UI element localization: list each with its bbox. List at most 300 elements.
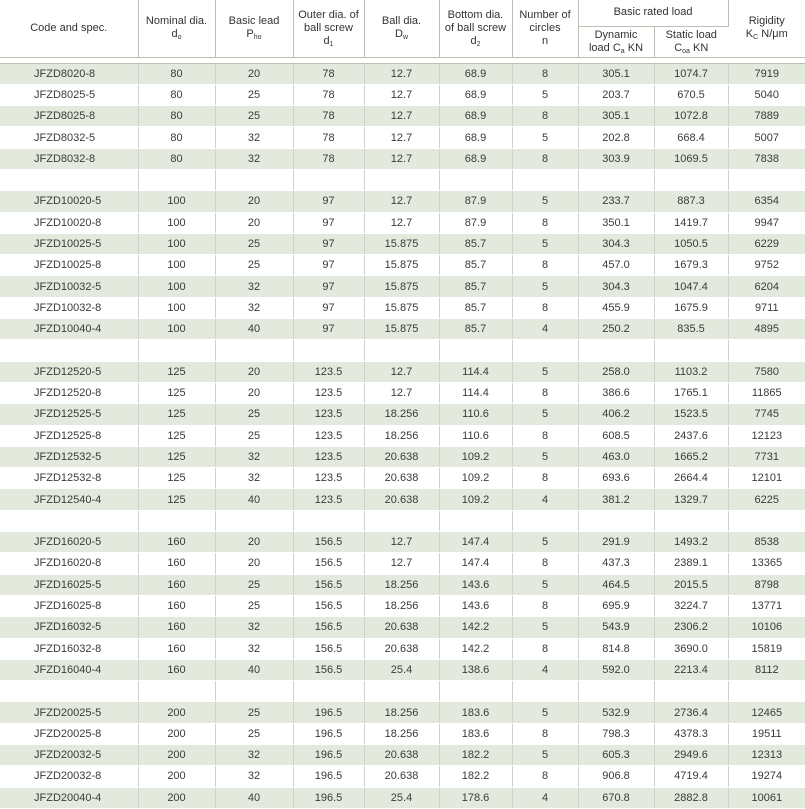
cell-rigidity: 6354	[728, 191, 805, 212]
cell-rigidity: 12465	[728, 702, 805, 723]
cell-code	[0, 340, 138, 361]
cell-nominal-dia: 100	[138, 276, 215, 297]
cell-code: JFZD16032-8	[0, 638, 138, 659]
cell-dynamic-load: 304.3	[578, 276, 654, 297]
cell-outer-dia: 78	[293, 84, 364, 105]
cell-basic-lead: 25	[215, 574, 293, 595]
cell-bottom-dia: 68.9	[439, 127, 512, 148]
cell-ball-dia: 20.638	[364, 638, 439, 659]
cell-dynamic-load: 463.0	[578, 446, 654, 467]
cell-dynamic-load	[578, 340, 654, 361]
cell-code: JFZD20032-5	[0, 745, 138, 766]
cell-circles	[512, 169, 578, 190]
cell-static-load: 2664.4	[654, 468, 728, 489]
header-ball-dia: Ball dia. $D_w$	[364, 0, 439, 57]
cell-code: JFZD12532-8	[0, 468, 138, 489]
table-row	[0, 446, 805, 467]
cell-static-load: 3690.0	[654, 638, 728, 659]
cell-rigidity: 7838	[728, 148, 805, 169]
cell-bottom-dia: 142.2	[439, 617, 512, 638]
cell-static-load: 835.5	[654, 319, 728, 340]
cell-rigidity: 13365	[728, 553, 805, 574]
cell-ball-dia: 18.256	[364, 723, 439, 744]
cell-basic-lead: 32	[215, 638, 293, 659]
cell-rigidity: 7731	[728, 446, 805, 467]
cell-ball-dia: 12.7	[364, 553, 439, 574]
cell-outer-dia	[293, 681, 364, 702]
table-row	[0, 276, 805, 297]
cell-nominal-dia: 125	[138, 361, 215, 382]
table-row	[0, 659, 805, 680]
cell-bottom-dia: 183.6	[439, 702, 512, 723]
cell-dynamic-load: 543.9	[578, 617, 654, 638]
cell-circles: 5	[512, 84, 578, 105]
cell-static-load: 2437.6	[654, 425, 728, 446]
cell-basic-lead: 25	[215, 723, 293, 744]
cell-nominal-dia: 80	[138, 106, 215, 127]
cell-rigidity: 9947	[728, 212, 805, 233]
cell-dynamic-load: 202.8	[578, 127, 654, 148]
cell-bottom-dia: 110.6	[439, 425, 512, 446]
cell-static-load: 1493.2	[654, 532, 728, 553]
cell-nominal-dia: 160	[138, 659, 215, 680]
cell-nominal-dia: 200	[138, 702, 215, 723]
cell-bottom-dia: 147.4	[439, 532, 512, 553]
cell-outer-dia: 123.5	[293, 382, 364, 403]
cell-outer-dia: 156.5	[293, 553, 364, 574]
header-rigidity: Rigidity $K_C$ N/μm	[728, 0, 805, 57]
cell-nominal-dia: 200	[138, 745, 215, 766]
cell-basic-lead: 20	[215, 553, 293, 574]
cell-nominal-dia: 160	[138, 532, 215, 553]
cell-nominal-dia: 100	[138, 255, 215, 276]
cell-rigidity: 5040	[728, 84, 805, 105]
cell-static-load: 2213.4	[654, 659, 728, 680]
cell-outer-dia: 78	[293, 148, 364, 169]
cell-bottom-dia: 114.4	[439, 361, 512, 382]
cell-outer-dia: 196.5	[293, 702, 364, 723]
cell-nominal-dia: 125	[138, 446, 215, 467]
cell-outer-dia: 78	[293, 127, 364, 148]
cell-circles: 8	[512, 553, 578, 574]
cell-outer-dia: 78	[293, 106, 364, 127]
cell-nominal-dia: 200	[138, 766, 215, 787]
cell-ball-dia: 12.7	[364, 191, 439, 212]
cell-bottom-dia: 143.6	[439, 574, 512, 595]
cell-bottom-dia: 87.9	[439, 191, 512, 212]
cell-basic-lead: 32	[215, 276, 293, 297]
cell-code: JFZD8020-8	[0, 63, 138, 84]
cell-circles: 5	[512, 127, 578, 148]
table-row	[0, 212, 805, 233]
cell-rigidity: 7889	[728, 106, 805, 127]
cell-outer-dia: 123.5	[293, 468, 364, 489]
cell-rigidity: 4895	[728, 319, 805, 340]
cell-static-load: 2882.8	[654, 787, 728, 808]
cell-static-load: 668.4	[654, 127, 728, 148]
cell-circles	[512, 681, 578, 702]
cell-code: JFZD12520-8	[0, 382, 138, 403]
cell-static-load: 1047.4	[654, 276, 728, 297]
cell-rigidity: 7580	[728, 361, 805, 382]
cell-basic-lead: 20	[215, 212, 293, 233]
cell-code	[0, 510, 138, 531]
cell-code: JFZD10032-5	[0, 276, 138, 297]
cell-rigidity: 7745	[728, 404, 805, 425]
cell-nominal-dia: 100	[138, 191, 215, 212]
cell-outer-dia: 123.5	[293, 404, 364, 425]
table-row	[0, 617, 805, 638]
cell-outer-dia: 97	[293, 319, 364, 340]
cell-rigidity: 9752	[728, 255, 805, 276]
cell-circles: 5	[512, 446, 578, 467]
cell-code: JFZD10032-8	[0, 297, 138, 318]
cell-basic-lead: 32	[215, 745, 293, 766]
cell-basic-lead	[215, 340, 293, 361]
cell-nominal-dia: 100	[138, 233, 215, 254]
cell-ball-dia: 18.256	[364, 425, 439, 446]
cell-bottom-dia: 182.2	[439, 766, 512, 787]
cell-dynamic-load	[578, 681, 654, 702]
table-row	[0, 702, 805, 723]
table-row	[0, 723, 805, 744]
cell-static-load: 2949.6	[654, 745, 728, 766]
cell-outer-dia: 123.5	[293, 446, 364, 467]
cell-basic-lead: 25	[215, 84, 293, 105]
cell-bottom-dia: 182.2	[439, 745, 512, 766]
table-row	[0, 766, 805, 787]
table-row	[0, 319, 805, 340]
cell-code: JFZD10025-5	[0, 233, 138, 254]
cell-circles: 8	[512, 63, 578, 84]
cell-rigidity: 15819	[728, 638, 805, 659]
cell-outer-dia: 156.5	[293, 638, 364, 659]
cell-outer-dia: 156.5	[293, 617, 364, 638]
cell-outer-dia: 196.5	[293, 766, 364, 787]
cell-code: JFZD16025-8	[0, 595, 138, 616]
cell-code: JFZD16020-5	[0, 532, 138, 553]
cell-bottom-dia: 143.6	[439, 595, 512, 616]
cell-bottom-dia: 85.7	[439, 255, 512, 276]
cell-code: JFZD8025-5	[0, 84, 138, 105]
cell-dynamic-load: 906.8	[578, 766, 654, 787]
cell-nominal-dia: 125	[138, 404, 215, 425]
cell-ball-dia: 20.638	[364, 489, 439, 510]
cell-bottom-dia: 110.6	[439, 404, 512, 425]
cell-circles: 8	[512, 212, 578, 233]
cell-ball-dia: 15.875	[364, 276, 439, 297]
cell-code: JFZD12520-5	[0, 361, 138, 382]
cell-circles: 5	[512, 276, 578, 297]
cell-outer-dia: 156.5	[293, 574, 364, 595]
cell-nominal-dia: 160	[138, 638, 215, 659]
cell-basic-lead: 25	[215, 255, 293, 276]
cell-nominal-dia: 80	[138, 127, 215, 148]
cell-dynamic-load	[578, 169, 654, 190]
cell-ball-dia	[364, 169, 439, 190]
cell-dynamic-load: 386.6	[578, 382, 654, 403]
table-row	[0, 148, 805, 169]
cell-circles	[512, 510, 578, 531]
table-row	[0, 638, 805, 659]
cell-bottom-dia: 85.7	[439, 319, 512, 340]
header-dynamic-load: Dynamic load $C_a$ KN	[578, 26, 654, 57]
cell-static-load: 4378.3	[654, 723, 728, 744]
table-row	[0, 745, 805, 766]
cell-rigidity: 10061	[728, 787, 805, 808]
cell-basic-lead: 40	[215, 489, 293, 510]
cell-basic-lead: 25	[215, 106, 293, 127]
cell-basic-lead: 20	[215, 382, 293, 403]
cell-ball-dia: 25.4	[364, 787, 439, 808]
cell-code: JFZD10040-4	[0, 319, 138, 340]
cell-bottom-dia	[439, 340, 512, 361]
cell-dynamic-load: 350.1	[578, 212, 654, 233]
cell-bottom-dia: 142.2	[439, 638, 512, 659]
table-row	[0, 595, 805, 616]
cell-circles: 5	[512, 532, 578, 553]
cell-ball-dia: 18.256	[364, 702, 439, 723]
cell-static-load	[654, 681, 728, 702]
cell-nominal-dia: 160	[138, 617, 215, 638]
cell-circles: 8	[512, 468, 578, 489]
cell-dynamic-load: 258.0	[578, 361, 654, 382]
cell-code: JFZD20025-8	[0, 723, 138, 744]
cell-nominal-dia: 80	[138, 63, 215, 84]
cell-bottom-dia: 178.6	[439, 787, 512, 808]
table-row	[0, 574, 805, 595]
cell-code: JFZD12540-4	[0, 489, 138, 510]
cell-basic-lead: 32	[215, 148, 293, 169]
cell-bottom-dia	[439, 510, 512, 531]
cell-ball-dia: 15.875	[364, 297, 439, 318]
cell-outer-dia: 156.5	[293, 595, 364, 616]
cell-rigidity: 8112	[728, 659, 805, 680]
cell-rigidity: 6204	[728, 276, 805, 297]
cell-nominal-dia: 125	[138, 489, 215, 510]
spacer-row	[0, 169, 805, 190]
cell-circles: 8	[512, 297, 578, 318]
cell-basic-lead	[215, 510, 293, 531]
cell-dynamic-load: 814.8	[578, 638, 654, 659]
cell-ball-dia: 20.638	[364, 745, 439, 766]
cell-basic-lead: 25	[215, 595, 293, 616]
cell-bottom-dia: 109.2	[439, 468, 512, 489]
cell-static-load: 1419.7	[654, 212, 728, 233]
cell-nominal-dia: 200	[138, 787, 215, 808]
cell-dynamic-load: 798.3	[578, 723, 654, 744]
cell-rigidity: 7919	[728, 63, 805, 84]
table-row	[0, 532, 805, 553]
cell-outer-dia	[293, 510, 364, 531]
cell-dynamic-load: 455.9	[578, 297, 654, 318]
header-code: Code and spec.	[0, 0, 138, 57]
cell-code: JFZD16032-5	[0, 617, 138, 638]
cell-ball-dia: 20.638	[364, 446, 439, 467]
cell-outer-dia: 196.5	[293, 745, 364, 766]
cell-static-load: 1329.7	[654, 489, 728, 510]
table-row	[0, 361, 805, 382]
cell-basic-lead: 32	[215, 297, 293, 318]
cell-circles: 8	[512, 106, 578, 127]
cell-rigidity: 19511	[728, 723, 805, 744]
cell-outer-dia: 97	[293, 212, 364, 233]
cell-rigidity	[728, 340, 805, 361]
table-row	[0, 787, 805, 808]
cell-basic-lead: 32	[215, 446, 293, 467]
cell-rigidity: 6229	[728, 233, 805, 254]
cell-circles	[512, 340, 578, 361]
spacer-row	[0, 681, 805, 702]
cell-ball-dia: 12.7	[364, 532, 439, 553]
cell-dynamic-load	[578, 510, 654, 531]
table-row	[0, 297, 805, 318]
cell-outer-dia: 97	[293, 233, 364, 254]
cell-bottom-dia: 183.6	[439, 723, 512, 744]
cell-circles: 5	[512, 191, 578, 212]
cell-static-load	[654, 169, 728, 190]
cell-basic-lead: 20	[215, 532, 293, 553]
cell-ball-dia: 12.7	[364, 148, 439, 169]
cell-dynamic-load: 464.5	[578, 574, 654, 595]
table-row	[0, 489, 805, 510]
cell-code: JFZD16020-8	[0, 553, 138, 574]
cell-static-load: 2015.5	[654, 574, 728, 595]
cell-outer-dia: 78	[293, 63, 364, 84]
cell-rigidity: 9711	[728, 297, 805, 318]
cell-circles: 5	[512, 404, 578, 425]
cell-bottom-dia: 85.7	[439, 233, 512, 254]
cell-code: JFZD12525-8	[0, 425, 138, 446]
cell-ball-dia: 18.256	[364, 574, 439, 595]
cell-bottom-dia: 85.7	[439, 297, 512, 318]
cell-circles: 8	[512, 255, 578, 276]
cell-rigidity: 8538	[728, 532, 805, 553]
cell-static-load	[654, 340, 728, 361]
cell-nominal-dia	[138, 681, 215, 702]
cell-dynamic-load: 695.9	[578, 595, 654, 616]
cell-ball-dia: 12.7	[364, 63, 439, 84]
cell-static-load: 2736.4	[654, 702, 728, 723]
cell-circles: 8	[512, 425, 578, 446]
cell-nominal-dia: 160	[138, 574, 215, 595]
cell-dynamic-load: 291.9	[578, 532, 654, 553]
cell-basic-lead: 32	[215, 468, 293, 489]
cell-rigidity: 12313	[728, 745, 805, 766]
cell-nominal-dia	[138, 169, 215, 190]
cell-circles: 8	[512, 723, 578, 744]
cell-outer-dia	[293, 169, 364, 190]
cell-circles: 5	[512, 745, 578, 766]
table-row	[0, 425, 805, 446]
cell-static-load: 670.5	[654, 84, 728, 105]
cell-rigidity: 12101	[728, 468, 805, 489]
cell-rigidity: 19274	[728, 766, 805, 787]
cell-bottom-dia: 147.4	[439, 553, 512, 574]
cell-dynamic-load: 381.2	[578, 489, 654, 510]
cell-bottom-dia: 109.2	[439, 489, 512, 510]
cell-rigidity: 12123	[728, 425, 805, 446]
cell-dynamic-load: 605.3	[578, 745, 654, 766]
cell-bottom-dia: 138.6	[439, 659, 512, 680]
cell-code: JFZD8032-5	[0, 127, 138, 148]
cell-code: JFZD16025-5	[0, 574, 138, 595]
header-static-load: Static load $C_{oa}$ KN	[654, 26, 728, 57]
cell-bottom-dia	[439, 681, 512, 702]
spacer-row	[0, 340, 805, 361]
cell-rigidity	[728, 169, 805, 190]
cell-bottom-dia: 85.7	[439, 276, 512, 297]
cell-circles: 5	[512, 574, 578, 595]
cell-bottom-dia: 114.4	[439, 382, 512, 403]
cell-ball-dia	[364, 510, 439, 531]
cell-code: JFZD8032-8	[0, 148, 138, 169]
cell-nominal-dia	[138, 510, 215, 531]
cell-nominal-dia: 160	[138, 553, 215, 574]
table-row	[0, 127, 805, 148]
cell-nominal-dia: 200	[138, 723, 215, 744]
cell-bottom-dia: 68.9	[439, 106, 512, 127]
cell-circles: 5	[512, 702, 578, 723]
cell-nominal-dia: 125	[138, 425, 215, 446]
table-body	[0, 63, 805, 808]
cell-basic-lead: 32	[215, 127, 293, 148]
header-bottom-dia: Bottom dia. of ball screw $d_2$	[439, 0, 512, 57]
cell-nominal-dia: 80	[138, 148, 215, 169]
cell-dynamic-load: 693.6	[578, 468, 654, 489]
cell-basic-lead: 25	[215, 702, 293, 723]
table-row	[0, 553, 805, 574]
table-row	[0, 63, 805, 84]
cell-ball-dia: 20.638	[364, 617, 439, 638]
header-outer-dia: Outer dia. of ball screw $d_1$	[293, 0, 364, 57]
cell-outer-dia: 156.5	[293, 659, 364, 680]
cell-nominal-dia: 100	[138, 212, 215, 233]
cell-circles: 8	[512, 638, 578, 659]
cell-static-load: 1069.5	[654, 148, 728, 169]
cell-basic-lead: 32	[215, 766, 293, 787]
cell-dynamic-load: 303.9	[578, 148, 654, 169]
cell-dynamic-load: 592.0	[578, 659, 654, 680]
cell-rigidity	[728, 510, 805, 531]
table-row	[0, 233, 805, 254]
cell-circles: 4	[512, 489, 578, 510]
cell-static-load: 1675.9	[654, 297, 728, 318]
header-basic-lead: Basic lead $P_{ho}$	[215, 0, 293, 57]
table-header	[0, 0, 805, 63]
cell-static-load: 1072.8	[654, 106, 728, 127]
cell-bottom-dia: 87.9	[439, 212, 512, 233]
cell-dynamic-load: 532.9	[578, 702, 654, 723]
cell-circles: 4	[512, 787, 578, 808]
table-row	[0, 106, 805, 127]
spacer-row	[0, 510, 805, 531]
cell-outer-dia: 196.5	[293, 787, 364, 808]
table-row	[0, 382, 805, 403]
cell-dynamic-load: 304.3	[578, 233, 654, 254]
table-row	[0, 468, 805, 489]
cell-bottom-dia: 68.9	[439, 84, 512, 105]
table-row	[0, 404, 805, 425]
cell-bottom-dia: 109.2	[439, 446, 512, 467]
cell-static-load: 1103.2	[654, 361, 728, 382]
cell-dynamic-load: 203.7	[578, 84, 654, 105]
cell-rigidity: 11865	[728, 382, 805, 403]
cell-dynamic-load: 305.1	[578, 106, 654, 127]
cell-dynamic-load: 406.2	[578, 404, 654, 425]
cell-static-load: 1665.2	[654, 446, 728, 467]
cell-static-load: 1050.5	[654, 233, 728, 254]
